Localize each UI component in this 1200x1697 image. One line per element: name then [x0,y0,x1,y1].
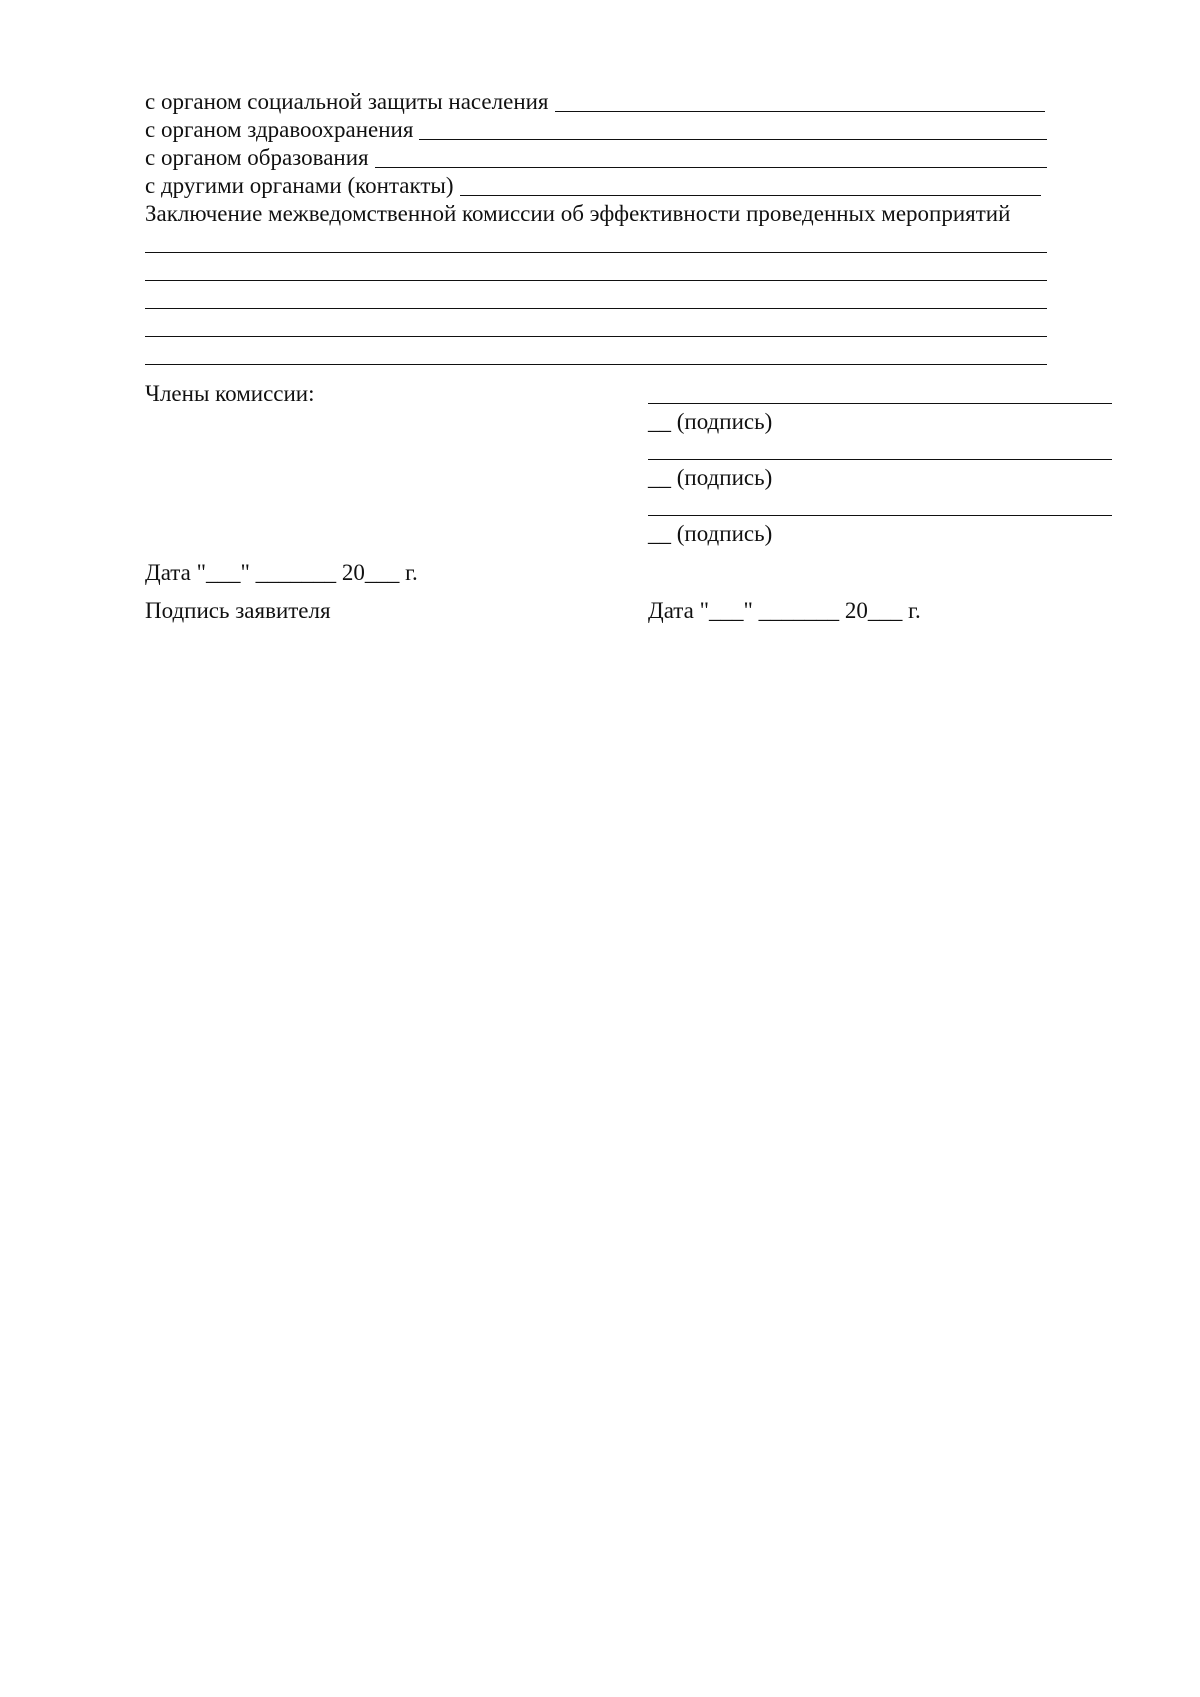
conclusion-line-2[interactable] [145,280,1047,281]
signature-line-1[interactable] [648,403,1112,404]
signature-line-3[interactable] [648,515,1112,516]
signature-line-2[interactable] [648,459,1112,460]
conclusion-line-4[interactable] [145,336,1047,337]
contact-label-education: с органом образования [145,145,369,170]
signature-caption-2: __ (подпись) [648,465,773,490]
conclusion-label: Заключение межведомственной комиссии об эффективности проведенных мероприятий [145,201,1011,226]
contact-row-social-protection [145,88,1045,116]
commission-members-label: Члены комиссии: [145,381,315,406]
date-left: Дата "___" _______ 20___ г. [145,560,418,585]
signature-caption-1: __ (подпись) [648,409,773,434]
contact-row-education [145,144,1047,172]
conclusion-line-3[interactable] [145,308,1047,309]
date-right: Дата "___" _______ 20___ г. [648,598,921,623]
contact-fill-line-healthcare[interactable] [419,139,1047,140]
contact-fill-line-social-protection[interactable] [555,111,1045,112]
signature-caption-3: __ (подпись) [648,521,773,546]
contact-row-other [145,172,1041,200]
applicant-signature-label: Подпись заявителя [145,598,331,623]
contact-label-healthcare: с органом здравоохранения [145,117,414,142]
conclusion-line-5[interactable] [145,364,1047,365]
contact-fill-line-other[interactable] [460,195,1041,196]
contact-fill-line-education[interactable] [375,167,1047,168]
contact-label-social-protection: с органом социальной защиты населения [145,89,549,114]
contact-row-healthcare [145,116,1047,144]
contact-label-other: с другими органами (контакты) [145,173,454,198]
conclusion-line-1[interactable] [145,252,1047,253]
